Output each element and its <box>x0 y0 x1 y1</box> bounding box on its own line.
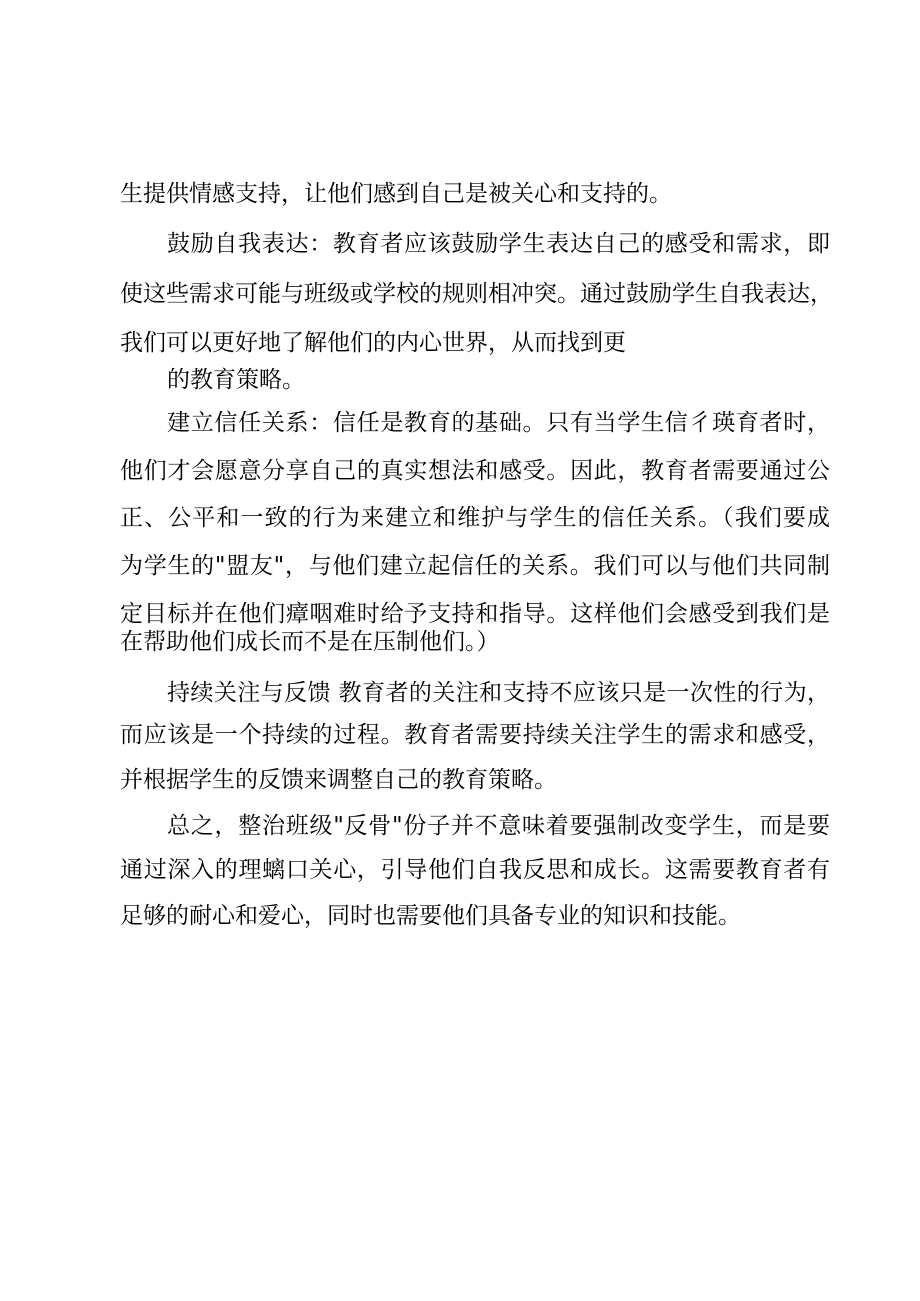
text-line: 足够的耐心和爱心，同时也需要他们具备专业的知识和技能。 <box>120 903 741 929</box>
text-line: 并根据学生的反馈来调整自己的教育策略。 <box>120 767 557 793</box>
text-line: 而应该是一个持续的过程。教育者需要持续关注学生的需求和感受， <box>120 722 830 748</box>
text-line: 我们可以更好地了解他们的内心世界，从而找到更 <box>120 330 626 356</box>
text-line: 为学生的"盟友"，与他们建立起信任的关系。我们可以与他们共同制 <box>120 553 830 579</box>
text-line: 总之，整治班级"反骨"份子并不意味着要强制改变学生，而是要 <box>167 813 830 839</box>
text-line: 持续关注与反馈 教育者的关注和支持不应该只是一次性的行为， <box>167 680 830 706</box>
text-line: 在帮助他们成长而不是在压制他们。） <box>120 629 500 655</box>
text-line: 使这些需求可能与班级或学校的规则相冲突。通过鼓励学生自我表达， <box>120 281 833 307</box>
text-line: 正、公平和一致的行为来建立和维护与学生的信任关系。（我们要成 <box>120 505 830 531</box>
text-line: 建立信任关系：信任是教育的基础。只有当学生信彳瑛育者时， <box>167 410 830 436</box>
text-line: 定目标并在他们瘴咽难时给予支持和指导。这样他们会感受到我们是 <box>120 601 830 627</box>
text-line: 的教育策略。 <box>167 367 305 393</box>
text-line: 生提供情感支持，让他们感到自己是被关心和支持的。 <box>120 181 672 207</box>
text-line: 鼓励自我表达：教育者应该鼓励学生表达自己的感受和需求，即 <box>167 231 830 257</box>
text-line: 通过深入的理螭口关心，引导他们自我反思和成长。这需要教育者有 <box>120 857 830 883</box>
text-line: 他们才会愿意分享自己的真实想法和感受。因此，教育者需要通过公 <box>120 458 830 484</box>
